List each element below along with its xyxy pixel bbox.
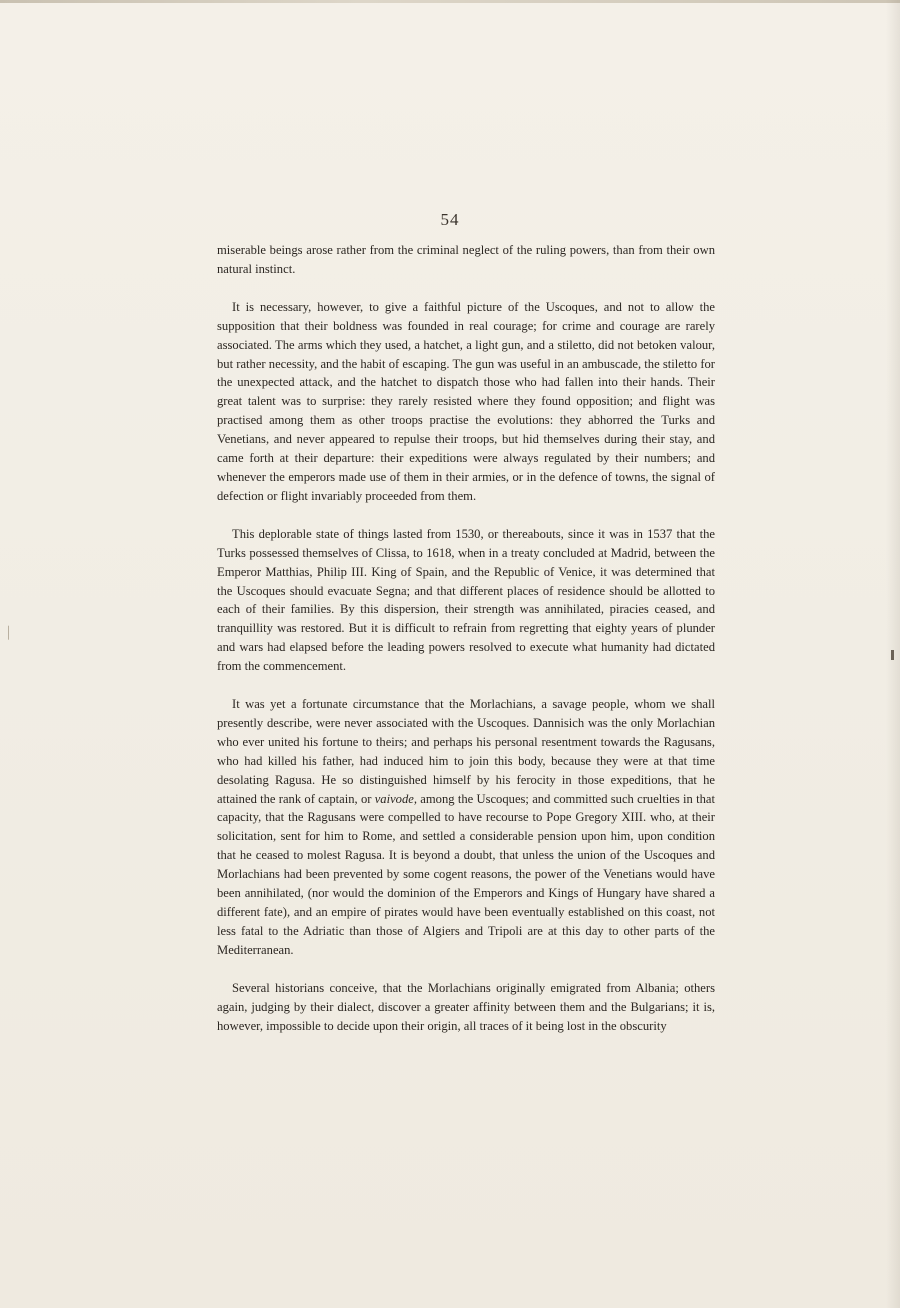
paragraph-5: Several historians conceive, that the Morlachians originally emigrated from Albania; others again, judging by their dialect, discover a greater affinity between them and the Bulgarians; it is, however, impossible to decide upon their origin, all traces of it being lost in the obscurity bbox=[217, 980, 715, 1033]
page-top-edge bbox=[0, 0, 900, 3]
paragraph-3: This deplorable state of things lasted from 1530, or thereabouts, since it was in 1537 that the Turks possessed themselves of Clissa, to 1618, when in a treaty concluded at Madrid, between the Emperor Matthias, Philip III. King of Spain, and the Republic of Venice, it was determined that the Uscoques should evacuate Segna; and that different places of residence should be allotted to each of their families. By this dispersion, their strength was annihilated, piracies ceased, and tranquillity was restored. But it is difficult to refrain from regretting that eighty years of plunder and wars had elapsed before the leading powers resolved to execute what humanity had dictated from the commencement. bbox=[217, 526, 715, 674]
paragraph-4-italic-term: vaivode, bbox=[374, 791, 418, 806]
paragraph-4-part-1: It was yet a fortunate circumstance that the Morlachians, a savage people, whom we shall presently describe, were never associated with the Uscoques. Dannisich was the only Morlachian who ever united his fortune to theirs; and perhaps his personal resentment towards the Ragusans, who had killed his father, had induced him to join this body, because they were at that time desolating Ragusa. He so distinguished himself by his ferocity in those expeditions, that he attained the rank of captain, or bbox=[217, 697, 715, 806]
paragraph-1: miserable beings arose rather from the criminal neglect of the ruling powers, than from their own natural instinct. bbox=[217, 243, 715, 276]
margin-mark-left bbox=[0, 625, 9, 644]
page-number: 54 bbox=[440, 210, 460, 229]
margin-mark-right bbox=[891, 650, 894, 660]
paragraph-4-part-2: among the Uscoques; and committed such cruelties in that capacity, that the Ragusans were compelled to have recourse to Pope Gregory XIII. who, at their solicitation, sent for him to Rome, and settled a considerable pension upon him, upon condition that he ceased to molest Ragusa. It is beyond a doubt, that unless the union of the Uscoques and Morlachians had been prevented by some cogent reasons, the power of the Venetians would have been annihilated, (nor would the dominion of the Emperors and Kings of Hungary have shared a different fate), and an empire of pirates would have been eventually established on this coast, not less fatal to the Adriatic than those of Algiers and Tripoli are at this day to other parts of the Mediterranean. bbox=[217, 791, 715, 957]
body-text bbox=[217, 241, 715, 1054]
paragraph-2: It is necessary, however, to give a faithful picture of the Uscoques, and not to allow the supposition that their boldness was founded in real courage; for crime and courage are rarely associated. The arms which they used, a hatchet, a light gun, and a stiletto, did not betoken valour, but rather necessity, and the habit of escaping. The gun was useful in an ambuscade, the stiletto for the unexpected attack, and the hatchet to dispatch those who had fallen into their hands. Their great talent was to surprise: they rarely resisted where they found opposition; and flight was practised among them as other troops practise the evolutions: they abhorred the Turks and Venetians, and never appeared to repulse their troops, but hid themselves during their stay, and came forth at their departure: their expeditions were always regulated by their numbers; and whenever the emperors made use of them in their armies, or in the defence of towns, the signal of defection or flight invariably proceeded from them. bbox=[217, 299, 715, 503]
paragraph-4 bbox=[217, 695, 715, 960]
